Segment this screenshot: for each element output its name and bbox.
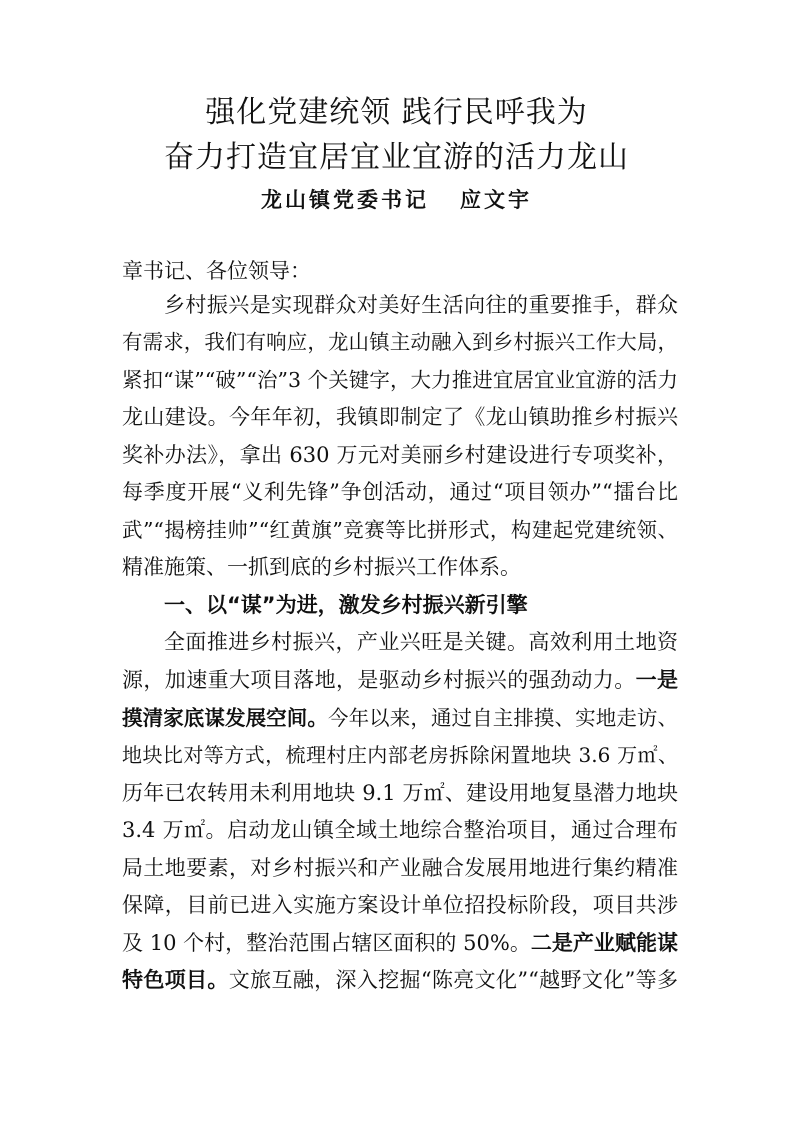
section-heading: 一、以“谋”为进，激发乡村振兴新引擎: [164, 593, 528, 617]
bold-text: 二是产业赋能谋: [530, 931, 678, 955]
document-title-line1: 强化党建统领 践行民呼我为: [205, 95, 588, 130]
bold-text: 特色项目。: [122, 968, 229, 992]
intro-line: 精准施策、一抓到底的乡村振兴工作体系。: [122, 555, 521, 579]
body-text: 文旅互融，深入挖掘“陈亮文化”“越野文化”等多: [228, 968, 678, 992]
body-line: 3.4 万㎡。启动龙山镇全域土地综合整治项目，通过合理布: [122, 818, 678, 842]
intro-line: 紧扣“谋”“破”“治”3 个关键字，大力推进宜居宜业宜游的活力: [122, 368, 678, 392]
bold-text: 一是: [635, 668, 679, 692]
body-line: 全面推进乡村振兴，产业兴旺是关键。高效利用土地资: [164, 630, 678, 654]
intro-line: 武”“揭榜挂帅”“红黄旗”竞赛等比拼形式，构建起党建统领、: [122, 518, 678, 542]
document-author: 龙山镇党委书记 应文宇: [261, 187, 532, 212]
body-text: 源，加速重大项目落地，是驱动乡村振兴的强劲动力。: [122, 668, 636, 692]
body-line: [122, 665, 678, 695]
intro-line: 龙山建设。今年年初，我镇即制定了《龙山镇助推乡村振兴: [122, 405, 678, 429]
bold-text: 摸清家底谋发展空间。: [122, 706, 328, 730]
intro-line: 有需求，我们有响应，龙山镇主动融入到乡村振兴工作大局，: [122, 330, 678, 354]
body-line: [122, 703, 678, 733]
body-line: 地块比对等方式，梳理村庄内部老房拆除闲置地块 3.6 万㎡、: [122, 743, 678, 767]
greeting: 章书记、各位领导：: [122, 259, 311, 283]
body-line: 保障，目前已进入实施方案设计单位招投标阶段，项目共涉: [122, 893, 678, 917]
intro-line: 奖补办法》，拿出 630 万元对美丽乡村建设进行专项奖补，: [122, 443, 678, 467]
body-line: 局土地要素，对乡村振兴和产业融合发展用地进行集约精准: [122, 856, 678, 880]
body-line: [122, 928, 678, 958]
body-line: 历年已农转用未利用地块 9.1 万㎡、建设用地复垦潜力地块: [122, 781, 678, 805]
body-line: [122, 965, 678, 995]
document-title-line2: 奋力打造宜居宜业宜游的活力龙山: [164, 140, 629, 175]
body-text: 今年以来，通过自主排摸、实地走访、: [327, 706, 679, 730]
intro-line: 每季度开展“义利先锋”争创活动，通过“项目领办”“擂台比: [122, 480, 678, 504]
intro-line: 乡村振兴是实现群众对美好生活向往的重要推手，群众: [164, 293, 678, 317]
body-text: 及 10 个村，整治范围占辖区面积的 50%。: [122, 931, 531, 955]
